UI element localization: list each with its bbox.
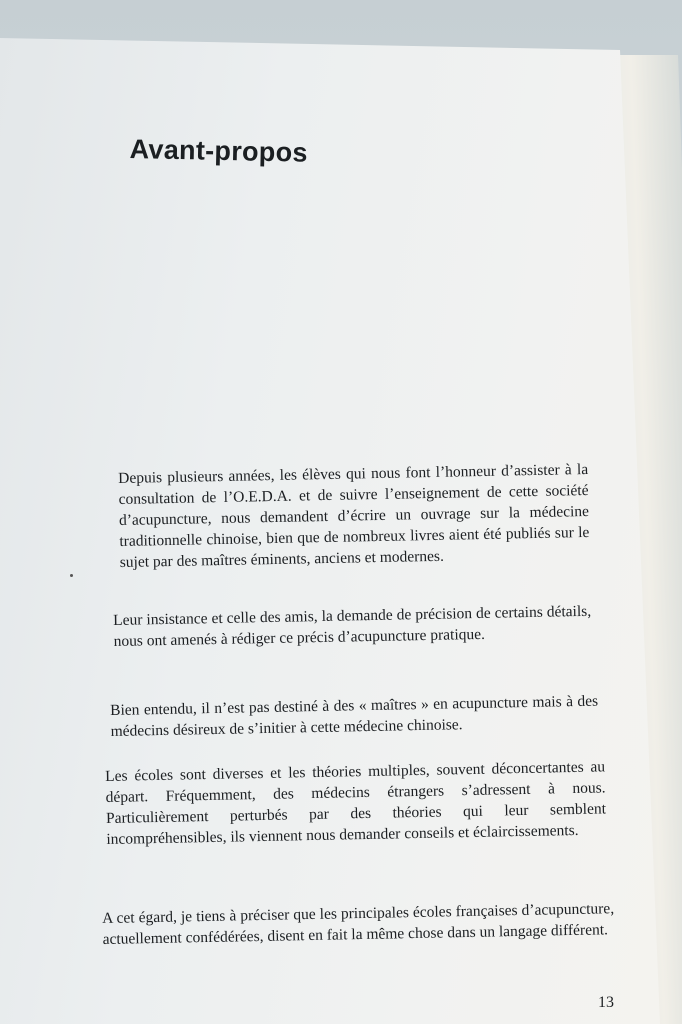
paragraph-1: Depuis plusieurs années, les élèves qui nous font l’honneur d’assister à la consultation de l’O.E.D.A. et de suivre l’enseignement de cette société d’acupuncture, nous demandent d’écrire un ouvrage sur la médecine traditionnelle chinoise, bien que de nombreux livres aient été publiés sur le sujet par des maîtres éminents, anciens et modernes. [118, 460, 590, 571]
page-number: 13 [598, 994, 614, 1011]
paragraph-2: Leur insistance et celle des amis, la demande de précision de certains détails, nous ont amenés à rédiger ce précis d’acupuncture pratique. [113, 602, 592, 650]
paragraph-3: Bien entendu, il n’est pas destiné à des « maîtres » en acupuncture mais à des médecins désireux de s’initier à cette médecine chinoise. [110, 692, 599, 740]
page-title: Avant-propos [129, 134, 309, 168]
paragraph-4: Les écoles sont diverses et les théories multiples, souvent déconcertantes au départ. Fréquemment, des médecins étrangers s’adressent à nous. Particulièrement perturbés par des théories qui leur semblent incompréhensibles, ils viennent nous demander conseils et éclaircissements. [105, 758, 607, 848]
margin-mark [70, 574, 73, 577]
paragraph-5: A cet égard, je tiens à préciser que les principales écoles françaises d’acupuncture, actuellement confédérées, disent en fait la même chose dans un langage différent. [102, 900, 615, 948]
